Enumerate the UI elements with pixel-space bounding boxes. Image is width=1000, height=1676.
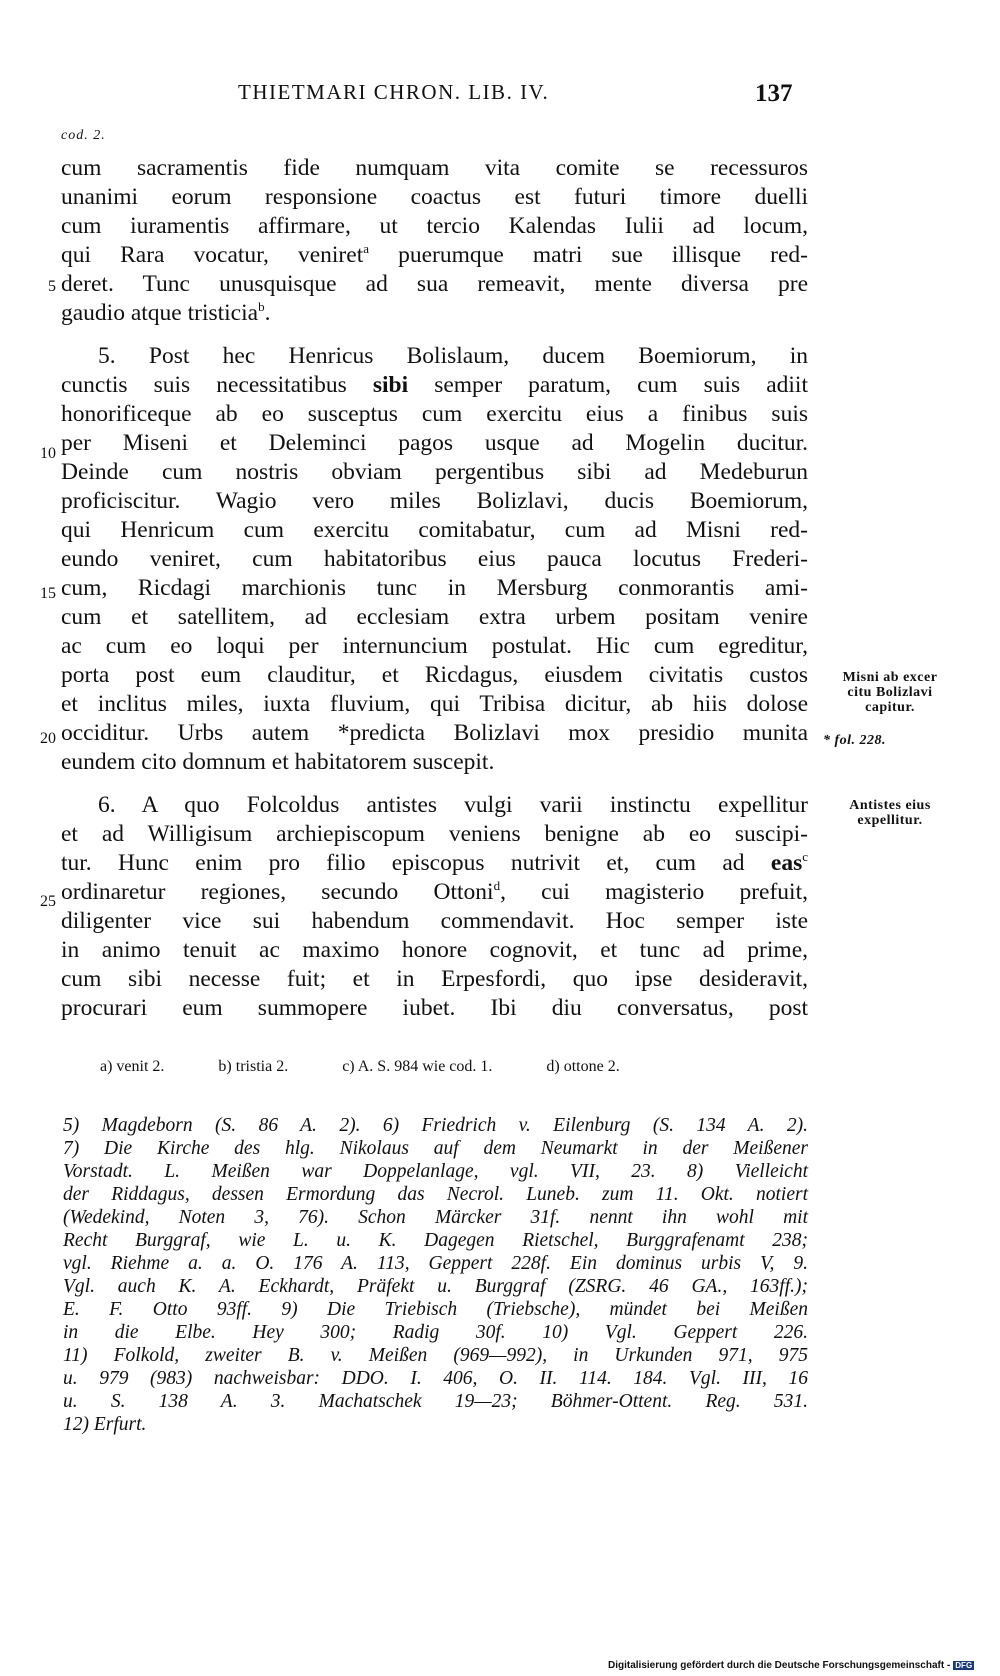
text-line bbox=[61, 241, 808, 270]
line-number-10: 10 bbox=[40, 445, 56, 462]
text-segment: . bbox=[264, 300, 271, 326]
text-line bbox=[61, 371, 808, 400]
page-number: 137 bbox=[755, 80, 793, 107]
chapter-number: 5. bbox=[98, 343, 116, 369]
margin-note-line: Misni ab excer bbox=[842, 670, 938, 685]
line-number-25: 25 bbox=[40, 893, 56, 910]
text-line: deret. Tunc unusquisque ad sua remeavit, mente diversa pre bbox=[61, 271, 808, 297]
text-line: in animo tenuit ac maximo honore cognovit, et tunc ad prime, bbox=[61, 937, 808, 963]
text-line: cum et satellitem, ad ecclesiam extra urbem positam venire bbox=[61, 604, 808, 630]
text-line bbox=[61, 878, 808, 907]
text-line: cum sibi necesse fuit; et in Erpesfordi, quo ipse desideravit, bbox=[61, 966, 808, 992]
text-line: cum, Ricdagi marchionis tunc in Mersburg conmorantis ami- bbox=[61, 575, 808, 601]
footnote-line: u. 979 (983) nachweisbar: DDO. I. 406, O. II. 114. 184. Vgl. III, 16 bbox=[63, 1368, 808, 1389]
text-line: et ad Willigisum archiepiscopum veniens benigne ab eo suscipi- bbox=[61, 821, 808, 847]
text-line: et inclitus miles, iuxta fluvium, qui Tribisa dicitur, ab hiis dolose bbox=[61, 691, 808, 717]
footnote-line: 12) Erfurt. bbox=[63, 1414, 147, 1435]
margin-note-line: citu Bolizlavi bbox=[847, 685, 933, 700]
line-number-15: 15 bbox=[40, 585, 56, 602]
text-line: occiditur. Urbs autem *predicta Bolizlavi mox presidio munita bbox=[61, 720, 808, 746]
text-line: porta post eum clauditur, et Ricdagus, eiusdem civitatis custos bbox=[61, 662, 808, 688]
text-segment: ordinaretur regiones, secundo Ottoni bbox=[61, 879, 494, 905]
dfg-logo: DFG bbox=[955, 1661, 973, 1670]
variant-mark-d: d bbox=[493, 878, 501, 893]
variant-mark-c: c bbox=[802, 849, 808, 864]
text-segment: semper paratum, cum suis adiit bbox=[408, 372, 808, 398]
text-line bbox=[61, 299, 808, 328]
text-line: ac cum eo loqui per internuncium postulat. Hic cum egreditur, bbox=[61, 633, 808, 659]
text-segment: tur. Hunc enim pro filio episcopus nutrivit et, cum ad bbox=[61, 850, 771, 876]
text-line: eundo veniret, cum habitatoribus eius pauca locutus Frederi- bbox=[61, 546, 808, 572]
running-title: THIETMARI CHRON. LIB. IV. bbox=[238, 80, 550, 104]
text-segment: Post hec Henricus Bolislaum, ducem Boemiorum, in bbox=[115, 343, 808, 369]
text-line: diligenter vice sui habendum commendavit. Hoc semper iste bbox=[61, 908, 808, 934]
footnote-line: 5) Magdeborn (S. 86 A. 2). 6) Friedrich v. Eilenburg (S. 134 A. 2). bbox=[63, 1115, 808, 1136]
margin-note-antistes bbox=[815, 798, 965, 828]
text-line: Deinde cum nostris obviam pergentibus sibi ad Medeburun bbox=[61, 459, 808, 485]
variant-note: c) A. S. 984 wie cod. 1. bbox=[342, 1058, 493, 1075]
variant-apparatus bbox=[100, 1058, 820, 1076]
variant-note: b) tristia 2. bbox=[218, 1058, 289, 1075]
text-line: eundem cito domnum et habitatorem suscepit. bbox=[61, 749, 495, 775]
margin-note-line: capitur. bbox=[865, 700, 915, 715]
variant-note: d) ottone 2. bbox=[546, 1058, 620, 1075]
margin-note-misni bbox=[815, 670, 965, 715]
line-number-20: 20 bbox=[40, 730, 56, 747]
text-line: procurari eum summopere iubet. Ibi diu conversatus, post bbox=[61, 995, 808, 1021]
codex-note: cod. 2. bbox=[61, 128, 106, 143]
text-segment: , cui magisterio prefuit, bbox=[500, 879, 808, 905]
text-segment-bold: sibi bbox=[372, 372, 409, 398]
footnote-line: (Wedekind, Noten 3, 76). Schon Märcker 31f. nennt ihn wohl mit bbox=[63, 1207, 808, 1228]
chapter-number: 6. bbox=[98, 792, 116, 818]
footnote-line: Recht Burggraf, wie L. u. K. Dagegen Rietschel, Burggrafenamt 238; bbox=[63, 1230, 808, 1251]
text-segment: puerumque matri sue illisque red- bbox=[369, 242, 808, 268]
text-line: honorificeque ab eo susceptus cum exercitu eius a finibus suis bbox=[61, 401, 808, 427]
footnote-line: Vgl. auch K. A. Eckhardt, Präfekt u. Burggraf (ZSRG. 46 GA., 163ff.); bbox=[63, 1276, 808, 1297]
text-line: qui Henricum cum exercitu comitabatur, cum ad Misni red- bbox=[61, 517, 808, 543]
variant-mark-b: b bbox=[258, 299, 265, 314]
text-line bbox=[61, 342, 808, 371]
text-segment: qui Rara vocatur, veniret bbox=[61, 242, 364, 268]
text-line bbox=[61, 791, 808, 820]
footnote-line: 11) Folkold, zweiter B. v. Meißen (969—992), in Urkunden 971, 975 bbox=[63, 1345, 808, 1366]
margin-note-line: Antistes eius bbox=[849, 798, 931, 813]
text-line: per Miseni et Deleminci pagos usque ad Mogelin ducitur. bbox=[61, 430, 808, 456]
digitization-credit bbox=[608, 1660, 974, 1671]
text-segment: A quo Folcoldus antistes vulgi varii instinctu expellitur bbox=[115, 792, 808, 818]
variant-mark-a: a bbox=[363, 241, 370, 256]
variant-note: a) venit 2. bbox=[100, 1058, 165, 1075]
footnote-line: u. S. 138 A. 3. Machatschek 19—23; Böhmer-Ottent. Reg. 531. bbox=[63, 1391, 808, 1412]
credit-text: Digitalisierung gefördert durch die Deutsche Forschungsgemeinschaft - bbox=[608, 1660, 951, 1671]
text-line: proficiscitur. Wagio vero miles Bolizlavi, ducis Boemiorum, bbox=[61, 488, 808, 514]
footnote-line: vgl. Riehme a. a. O. 176 A. 113, Geppert 228f. Ein dominus urbis V, 9. bbox=[63, 1253, 808, 1274]
margin-note-folio: * fol. 228. bbox=[823, 733, 887, 748]
text-segment-bold: eas bbox=[770, 850, 803, 876]
footnote-line: E. F. Otto 93ff. 9) Die Triebisch (Triebsche), mündet bei Meißen bbox=[63, 1299, 808, 1320]
text-line: cum iuramentis affirmare, ut tercio Kalendas Iulii ad locum, bbox=[61, 213, 808, 239]
text-line: cum sacramentis fide numquam vita comite se recessuros bbox=[61, 155, 808, 181]
text-line bbox=[61, 849, 808, 878]
margin-note-line: expellitur. bbox=[857, 813, 923, 828]
footnote-line: der Riddagus, dessen Ermordung das Necrol. Luneb. zum 11. Okt. notiert bbox=[63, 1184, 808, 1205]
footnote-line: Vorstadt. L. Meißen war Doppelanlage, vgl. VII, 23. 8) Vielleicht bbox=[63, 1161, 808, 1182]
text-line: unanimi eorum responsione coactus est futuri timore duelli bbox=[61, 184, 808, 210]
text-segment: gaudio atque tristicia bbox=[61, 300, 259, 326]
text-segment: cunctis suis necessitatibus bbox=[61, 372, 373, 398]
footnote-line: 7) Die Kirche des hlg. Nikolaus auf dem Neumarkt in der Meißener bbox=[63, 1138, 808, 1159]
footnote-line: in die Elbe. Hey 300; Radig 30f. 10) Vgl. Geppert 226. bbox=[63, 1322, 808, 1343]
line-number-5: 5 bbox=[48, 278, 56, 295]
